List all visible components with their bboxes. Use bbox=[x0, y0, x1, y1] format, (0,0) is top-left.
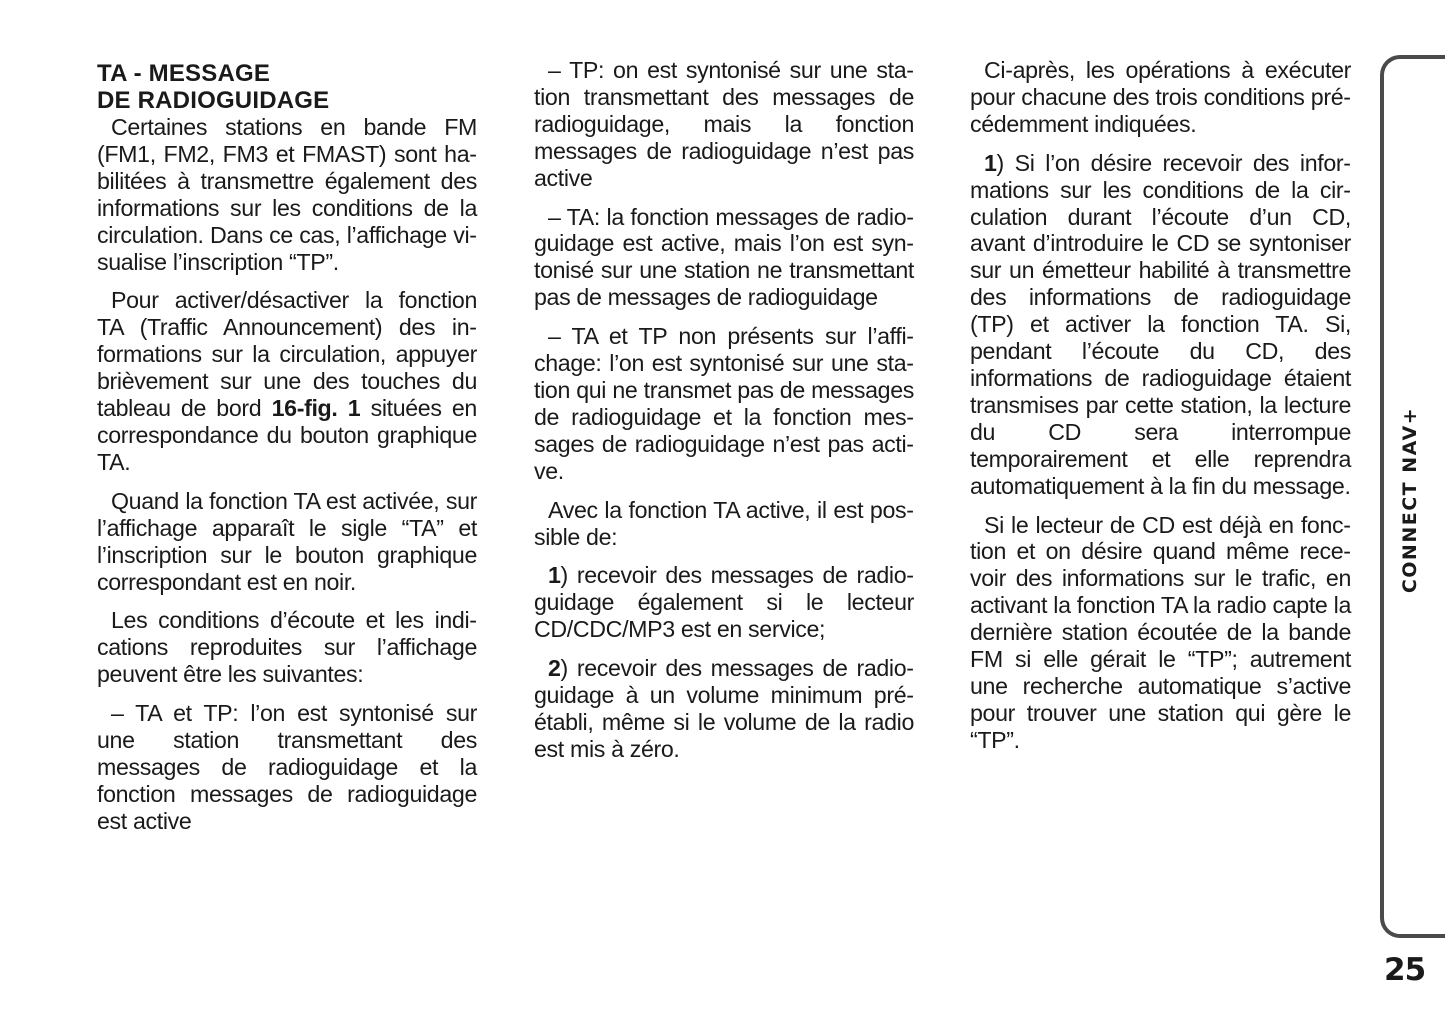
paragraph-operation-1 bbox=[970, 150, 1351, 500]
section-title bbox=[97, 57, 477, 114]
column-2 bbox=[534, 57, 914, 775]
side-tab-label: CONNECT NAV+ bbox=[1399, 406, 1421, 594]
paragraph-ta-active-possible: Avec la fonction TA active, il est possible de: bbox=[534, 496, 914, 550]
list-item-1 bbox=[534, 562, 914, 643]
paragraph-ta-tp-absent: – TA et TP non présents sur l’affichage: l’on est syntonisé sur une station qui ne transmet pas de messages de radioguidage et la fonction messages de radioguidage n’est pas active. bbox=[534, 323, 914, 484]
page-number: 25 bbox=[1384, 952, 1426, 988]
paragraph-activate-ta bbox=[97, 287, 477, 475]
list-number-1: 1 bbox=[548, 562, 561, 589]
paragraph-ta: – TA: la fonction messages de radioguidage est active, mais l’on est syntonisé sur une station ne transmettant pas de messages de radioguidage bbox=[534, 203, 914, 311]
paragraph-activate-ta-text-1: Pour activer/désactiver la fonction TA (Traffic Announcement) des informations sur la circulation, appuyer brièvement sur une des touches du tableau de bord bbox=[97, 287, 477, 422]
section-title-line-2: DE RADIOGUIDAGE bbox=[97, 87, 330, 114]
list-number-2: 2 bbox=[548, 655, 561, 682]
list-item-2 bbox=[534, 655, 914, 763]
column-1 bbox=[97, 57, 477, 847]
section-title-line-1: TA - MESSAGE bbox=[97, 60, 271, 87]
list-item-1-text: ) recevoir des messages de radioguidage également si le lecteur CD/CDC/MP3 est en service; bbox=[534, 562, 914, 643]
paragraph-ta-activated: Quand la fonction TA est activée, sur l’affichage apparaît le sigle “TA” et l’inscription sur le bouton graphique correspondant est en noir. bbox=[97, 487, 477, 595]
paragraph-fm-stations: Certaines stations en bande FM (FM1, FM2, FM3 et FMAST) sont habilitées à transmettre également des informations sur les conditions de la circulation. Dans ce cas, l’affichage visualise l’inscription “TP”. bbox=[97, 114, 477, 275]
paragraph-ta-tp: – TA et TP: l’on est syntonisé sur une station transmettant des messages de radioguidage et la fonction messages de radioguidage est active bbox=[97, 700, 477, 834]
paragraph-activate-ta-text-2: situées en correspondance du bouton graphique TA. bbox=[97, 395, 477, 475]
paragraph-cd-playing: Si le lecteur de CD est déjà en fonction et on désire quand même recevoir des informations sur le trafic, en activant la fonction TA la radio capte la dernière station écoutée de la bande FM si elle gérait le “TP”; autrement une recherche automatique s’active pour trouver une station qui gère le “TP”. bbox=[970, 511, 1351, 753]
paragraph-tp: – TP: on est syntonisé sur une station transmettant des messages de radioguidage, mais la fonction messages de radioguidage n’est pas active bbox=[534, 57, 914, 191]
list-item-2-text: ) recevoir des messages de radioguidage à un volume minimum préétabli, même si le volume de la radio est mis à zéro. bbox=[534, 655, 914, 762]
operation-number-1: 1 bbox=[984, 149, 997, 176]
paragraph-conditions: Les conditions d’écoute et les indications reproduites sur l’affichage peuvent être les suivantes: bbox=[97, 607, 477, 688]
paragraph-operation-1-text: ) Si l’on désire recevoir des informations sur les conditions de la circulation durant l’écoute d’un CD, avant d’introduire le CD se syntoniser sur un émetteur habilité à transmettre des informations de radioguidage (TP) et activer la fonction TA. Si, pendant l’écoute du CD, des informations de radioguidage étaient transmises par cette station, la lecture du CD sera interrompue temporairement et elle reprendra automatiquement à la fin du message. bbox=[970, 149, 1351, 499]
figure-reference: 16-fig. 1 bbox=[271, 395, 361, 422]
paragraph-operations-intro: Ci-après, les opérations à exécuter pour chacune des trois conditions précédemment indiquées. bbox=[970, 57, 1351, 137]
column-3 bbox=[970, 57, 1351, 766]
